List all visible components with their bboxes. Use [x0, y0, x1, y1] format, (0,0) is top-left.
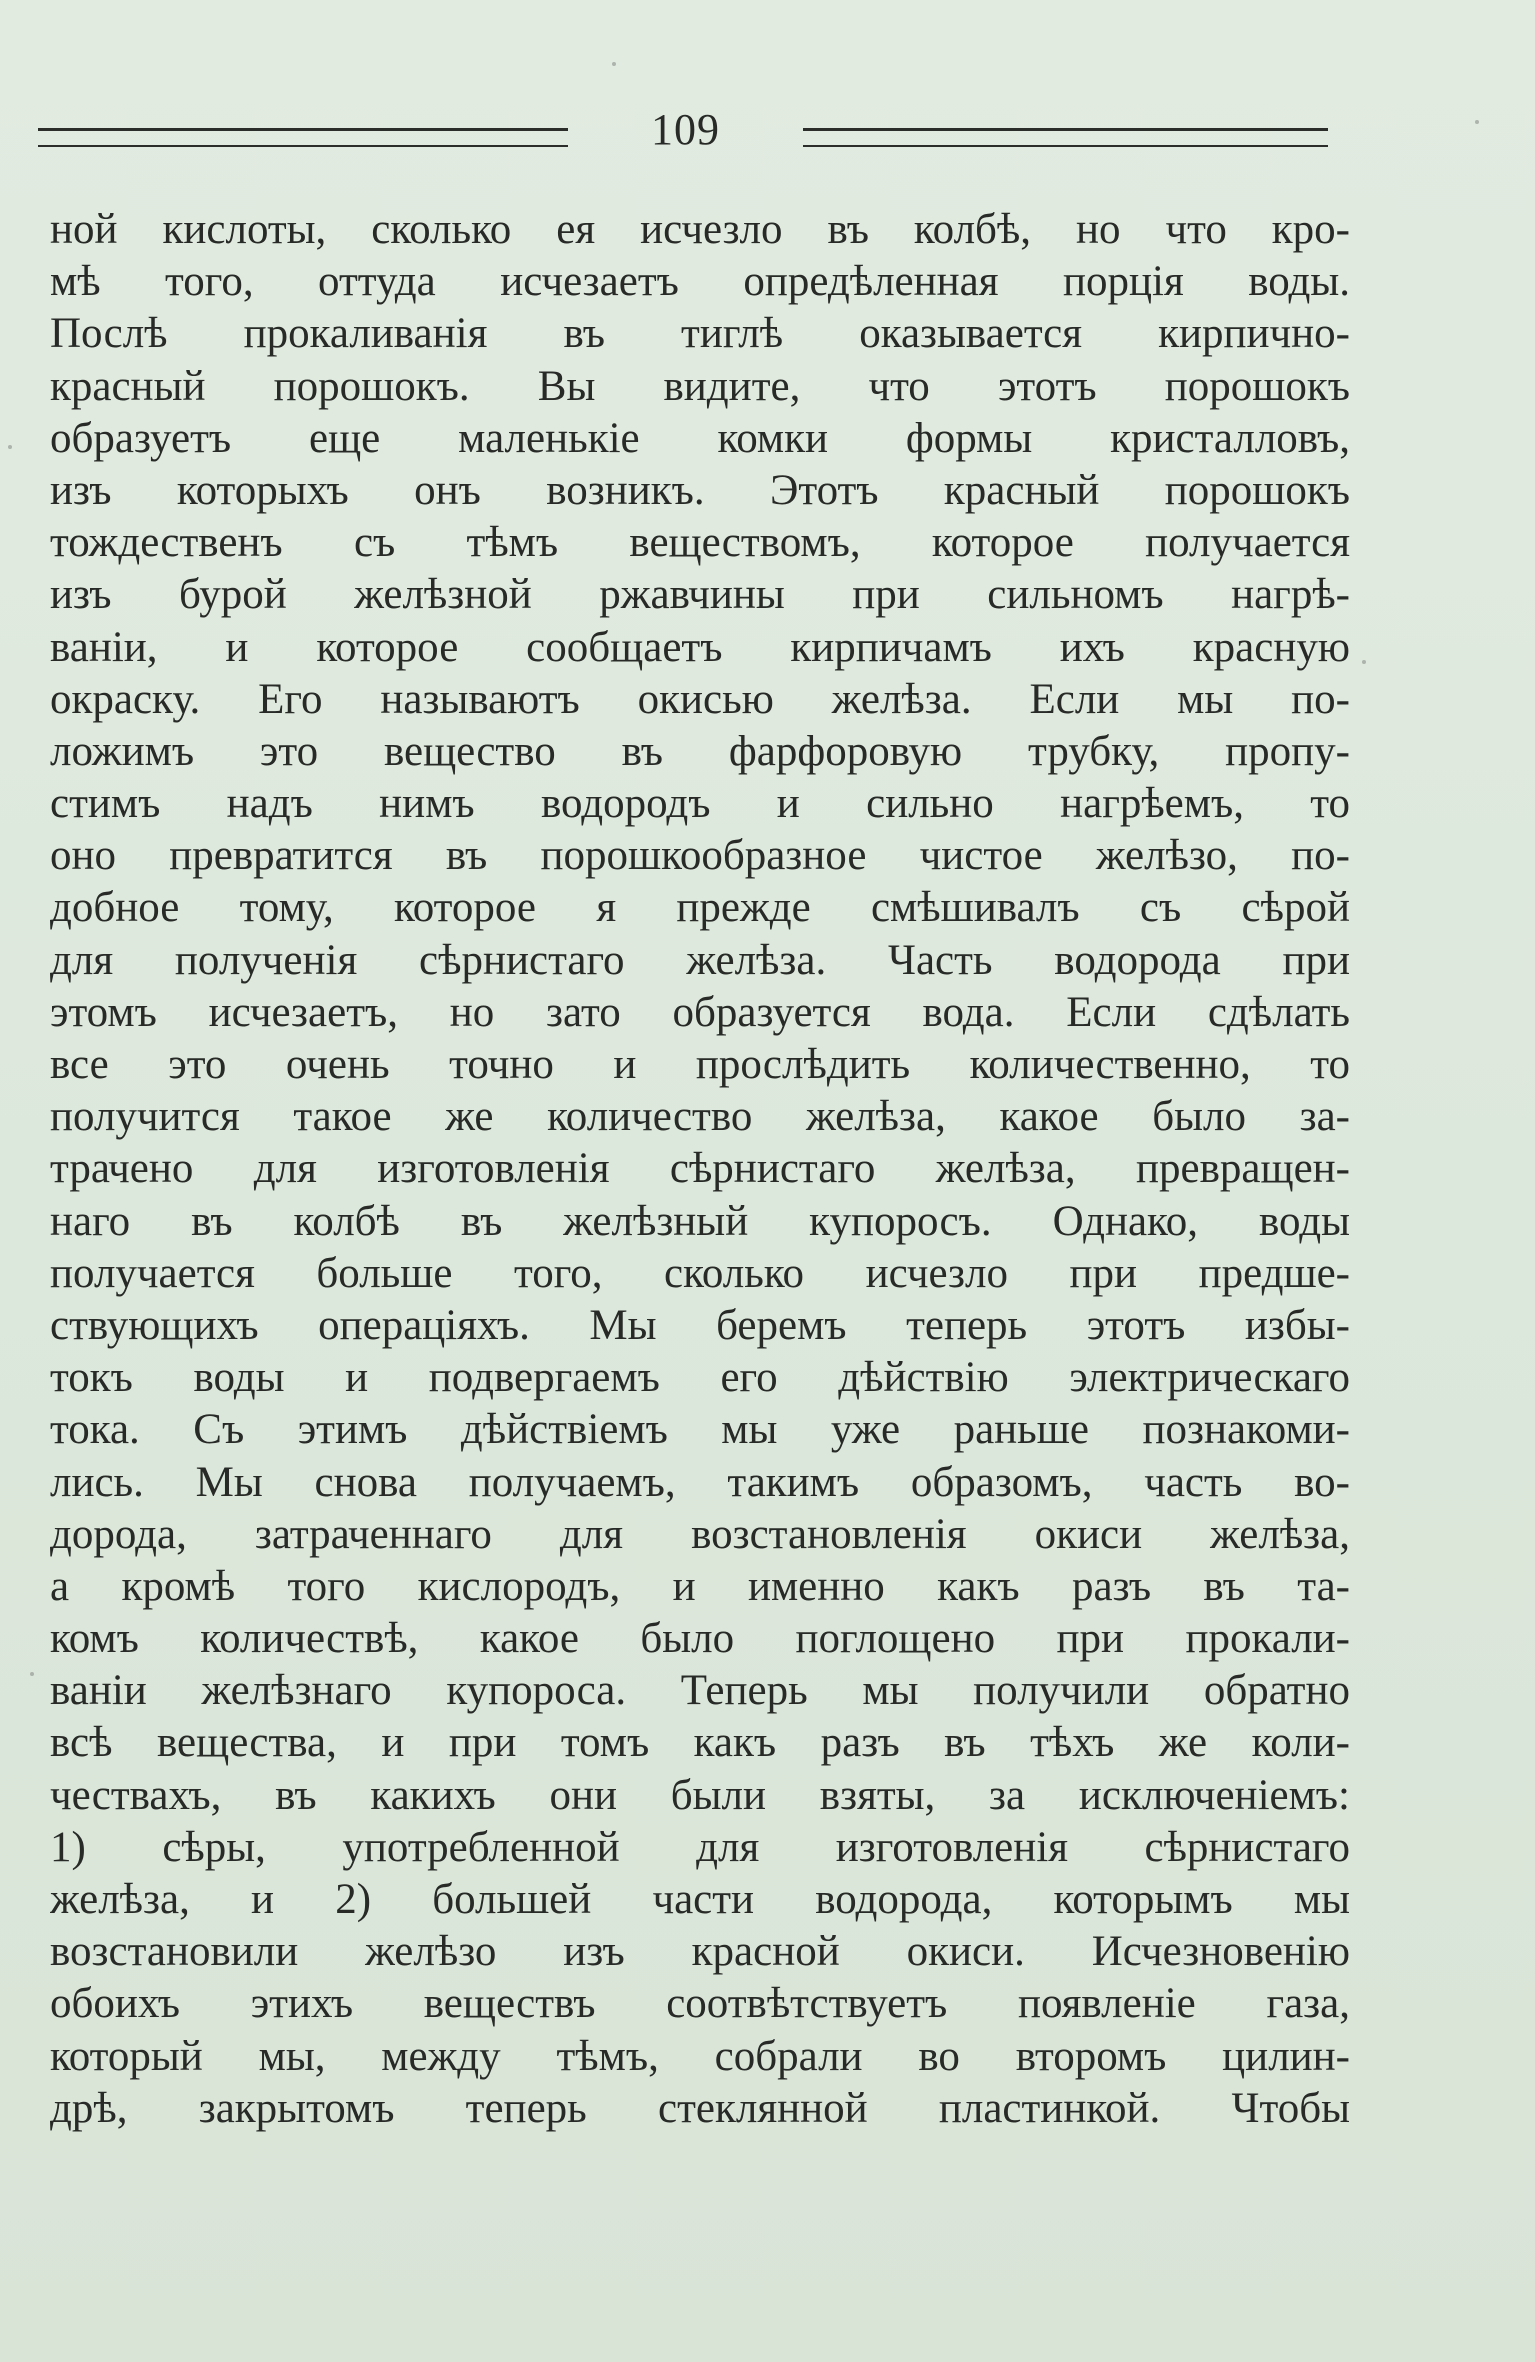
- text-line: комъ количествѣ, какое было поглощено при прокали-: [50, 1615, 1350, 1663]
- text-line: дрѣ, закрытомъ теперь стеклянной пластинкой. Чтобы: [50, 2084, 1350, 2132]
- text-line: ложимъ это вещество въ фарфоровую трубку, пропу-: [50, 727, 1350, 775]
- text-line: дорода, затраченнаго для возстановленія окиси желѣза,: [50, 1510, 1350, 1558]
- text-line: который мы, между тѣмъ, собрали во второмъ цилин-: [50, 2032, 1350, 2080]
- paper-speck: [612, 62, 616, 66]
- header-rule-right: [803, 128, 1328, 147]
- page-number: 109: [651, 105, 720, 154]
- text-line: образуетъ еще маленькіе комки формы кристалловъ,: [50, 414, 1350, 462]
- text-line: тождественъ съ тѣмъ веществомъ, которое получается: [50, 519, 1350, 567]
- text-line: чествахъ, въ какихъ они были взяты, за исключеніемъ:: [50, 1771, 1350, 1819]
- text-line: этомъ исчезаетъ, но зато образуется вода. Если сдѣлать: [50, 988, 1350, 1036]
- text-line: все это очень точно и прослѣдить количественно, то: [50, 1041, 1350, 1088]
- text-line: тока. Съ этимъ дѣйствіемъ мы уже раньше познакоми-: [50, 1406, 1350, 1454]
- text-line: всѣ вещества, и при томъ какъ разъ въ тѣхъ же коли-: [50, 1719, 1350, 1767]
- paper-speck: [1362, 660, 1366, 664]
- text-line: токъ воды и подвергаемъ его дѣйствію электрическаго: [50, 1354, 1350, 1402]
- text-line: изъ бурой желѣзной ржавчины при сильномъ нагрѣ-: [50, 571, 1350, 619]
- text-line: наго въ колбѣ въ желѣзный купоросъ. Однако, воды: [50, 1197, 1350, 1245]
- text-line: 1) сѣры, употребленной для изготовленія сѣрнистаго: [50, 1823, 1350, 1871]
- paper-speck: [8, 445, 12, 449]
- text-line: ной кислоты, сколько ея исчезло въ колбѣ, но что кро-: [50, 206, 1350, 253]
- text-line: окраску. Его называютъ окисью желѣза. Если мы по-: [50, 675, 1350, 723]
- text-line: оно превратится въ порошкообразное чистое желѣзо, по-: [50, 832, 1350, 880]
- text-line: возстановили желѣзо изъ красной окиси. Исчезновенію: [50, 1928, 1350, 1976]
- text-line: добное тому, которое я прежде смѣшивалъ съ сѣрой: [50, 884, 1350, 932]
- text-line: красный порошокъ. Вы видите, что этотъ порошокъ: [50, 362, 1350, 410]
- text-line: трачено для изготовленія сѣрнистаго желѣза, превращен-: [50, 1145, 1350, 1193]
- text-line: обоихъ этихъ веществъ соотвѣтствуетъ появленіе газа,: [50, 1980, 1350, 2028]
- body-text: [50, 204, 1350, 2135]
- text-line: мѣ того, оттуда исчезаетъ опредѣленная порція воды.: [50, 258, 1350, 306]
- text-line: стимъ надъ нимъ водородъ и сильно нагрѣемъ, то: [50, 780, 1350, 828]
- paper-speck: [1475, 120, 1479, 124]
- text-line: изъ которыхъ онъ возникъ. Этотъ красный порошокъ: [50, 466, 1350, 514]
- text-line: получается больше того, сколько исчезло при предше-: [50, 1249, 1350, 1297]
- text-line: для полученія сѣрнистаго желѣза. Часть водорода при: [50, 936, 1350, 984]
- text-line: Послѣ прокаливанія въ тиглѣ оказывается кирпично-: [50, 310, 1350, 358]
- text-line: а кромѣ того кислородъ, и именно какъ разъ въ та-: [50, 1562, 1350, 1610]
- text-line: ствующихъ операціяхъ. Мы беремъ теперь этотъ избы-: [50, 1301, 1350, 1349]
- paper-speck: [30, 1672, 34, 1676]
- header-rule-left: [38, 128, 568, 147]
- text-line: ваніи, и которое сообщаетъ кирпичамъ ихъ красную: [50, 623, 1350, 671]
- page-header: [38, 100, 1328, 170]
- text-line: получится такое же количество желѣза, какое было за-: [50, 1093, 1350, 1141]
- text-line: ваніи желѣзнаго купороса. Теперь мы получили обратно: [50, 1667, 1350, 1715]
- text-line: лись. Мы снова получаемъ, такимъ образомъ, часть во-: [50, 1458, 1350, 1506]
- text-line: желѣза, и 2) большей части водорода, которымъ мы: [50, 1876, 1350, 1923]
